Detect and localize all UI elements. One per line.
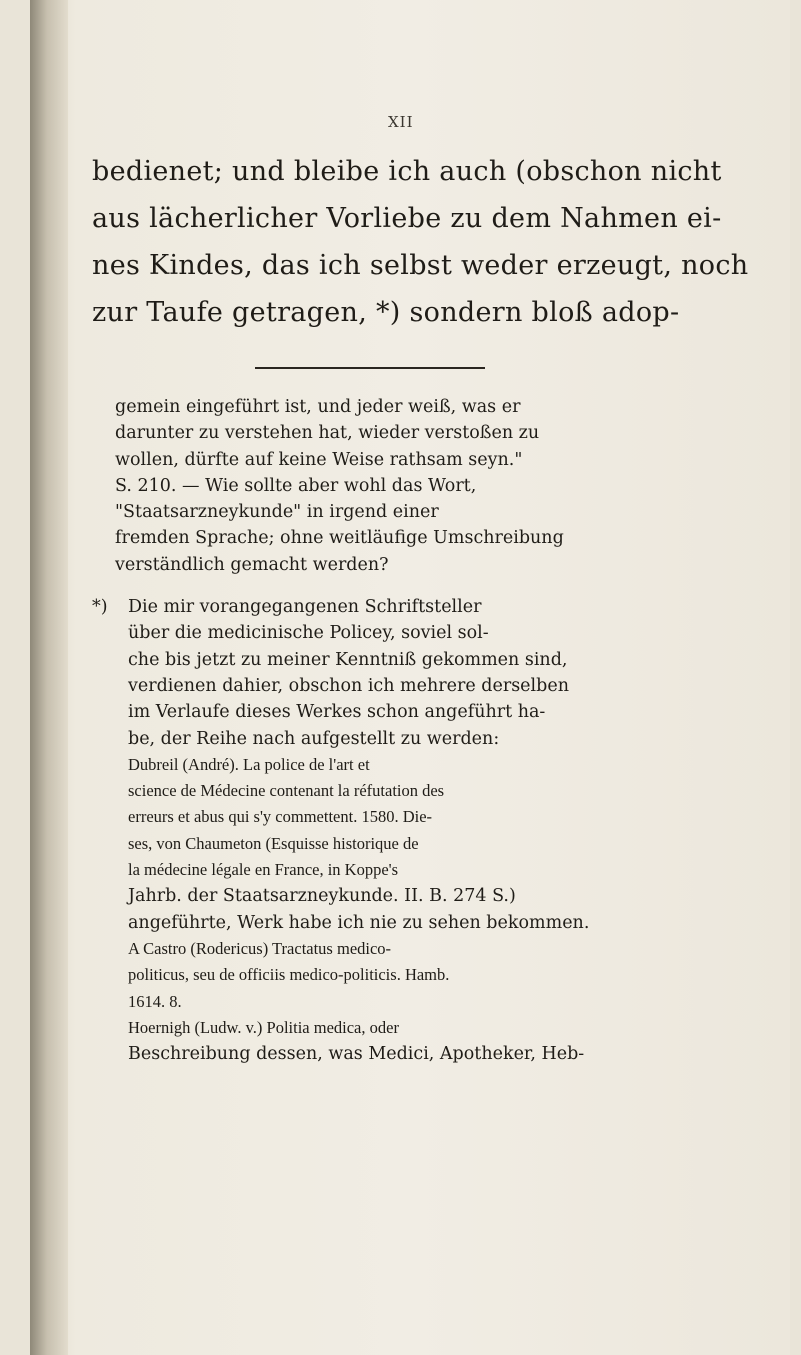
footnote-line: A Castro (Rodericus) Tractatus medico- <box>128 938 392 958</box>
footnote-line: Beschreibung dessen, was Medici, Apotheker, Heb- <box>128 1044 585 1065</box>
footnote-line: wollen, dürfte auf keine Weise rathsam seyn." <box>115 449 523 470</box>
footnote-line: politicus, seu de officiis medico-politicis. Hamb. <box>128 965 450 985</box>
main-text-line: zur Taufe getragen, *) sondern bloß adop- <box>92 297 680 328</box>
footnote-line: science de Médecine contenant la réfutation des <box>128 781 445 801</box>
footnote-line: erreurs et abus qui s'y commettent. 1580. Die- <box>128 807 433 827</box>
footnote-line: über die medicinische Policey, soviel sol- <box>128 623 489 644</box>
footnote-line: S. 210. — Wie sollte aber wohl das Wort, <box>115 475 477 496</box>
main-text-line: aus lächerlicher Vorliebe zu dem Nahmen ei- <box>92 203 722 234</box>
footnote-line: fremden Sprache; ohne weitläufige Umschreibung <box>115 528 564 549</box>
footnote-first-line <box>92 594 742 620</box>
footnote-line: darunter zu verstehen hat, wieder verstoßen zu <box>115 423 540 444</box>
main-text-line: nes Kindes, das ich selbst weder erzeugt, noch <box>92 250 749 281</box>
footnote-line: be, der Reihe nach aufgestellt zu werden: <box>128 728 500 749</box>
main-text-line: bedienet; und bleibe ich auch (obschon nicht <box>92 156 722 187</box>
footnote-separator-rule <box>255 367 485 369</box>
footnote-line: angeführte, Werk habe ich nie zu sehen bekommen. <box>128 912 590 933</box>
footnote-line: la médecine légale en France, in Koppe's <box>128 860 399 880</box>
footnote-line: Dubreil (André). La police de l'art et <box>128 754 370 774</box>
footnote-line: 1614. 8. <box>128 991 182 1011</box>
footnote-line: Hoernigh (Ludw. v.) Politia medica, oder <box>128 1017 399 1037</box>
footnote-line: verständlich gemacht werden? <box>115 554 389 575</box>
main-text-block <box>92 148 749 336</box>
footnote-line: im Verlaufe dieses Werkes schon angeführt ha- <box>128 702 546 723</box>
book-spine-shadow <box>30 0 68 1355</box>
footnote-line: "Staatsarzneykunde" in irgend einer <box>115 502 439 523</box>
footnote-marker: *) <box>92 597 108 618</box>
footnote-line: verdienen dahier, obschon ich mehrere derselben <box>128 675 569 696</box>
page-number: XII <box>388 113 414 131</box>
footnote-line: ses, von Chaumeton (Esquisse historique de <box>128 833 419 853</box>
footnote-text: Die mir vorangegangenen Schriftsteller <box>128 597 482 618</box>
footnote-line: Jahrb. der Staatsarzneykunde. II. B. 274 S.) <box>128 886 516 907</box>
footnote-line: gemein eingeführt ist, und jeder weiß, was er <box>115 397 521 417</box>
footnote-line: che bis jetzt zu meiner Kenntniß gekommen sind, <box>128 649 568 670</box>
footnotes-block <box>92 394 742 1067</box>
